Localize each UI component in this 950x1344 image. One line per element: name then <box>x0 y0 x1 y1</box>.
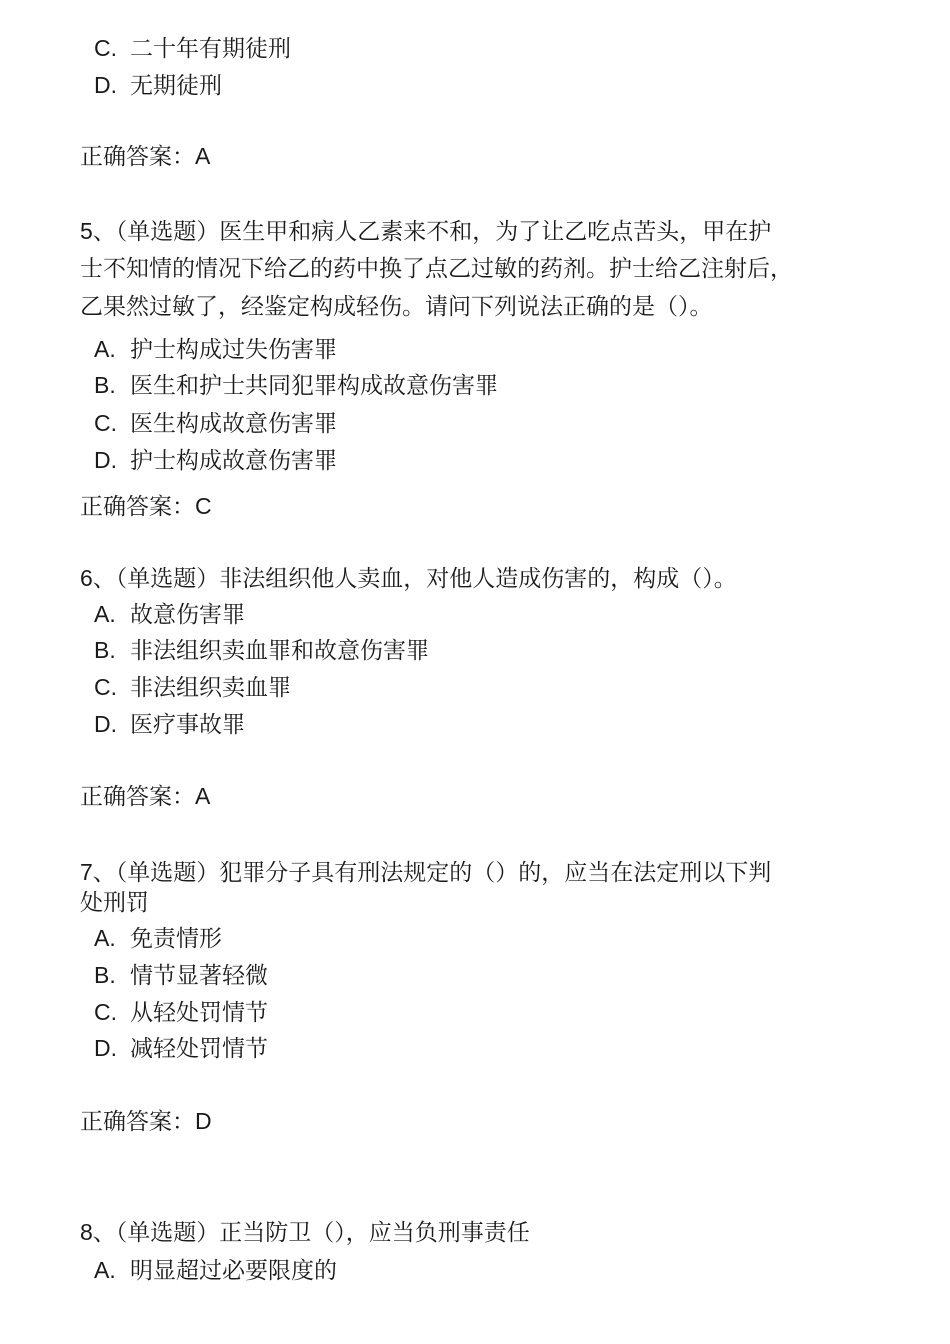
q5-question-line-3: 乙果然过敏了，经鉴定构成轻伤。请问下列说法正确的是（）。 <box>80 294 713 320</box>
q5-question-line-1 <box>80 213 771 250</box>
q4-option-c <box>94 30 291 67</box>
option-text: 非法组织卖血罪和故意伤害罪 <box>130 638 429 664</box>
option-text: 减轻处罚情节 <box>130 1036 268 1062</box>
option-letter: A. <box>94 336 116 362</box>
option-letter: D. <box>94 72 117 98</box>
answer-value: C <box>195 493 212 519</box>
option-letter: C. <box>94 35 117 61</box>
option-text: 无期徒刑 <box>130 73 222 99</box>
option-letter: B. <box>94 637 116 663</box>
q7-answer <box>80 1103 212 1140</box>
option-letter: C. <box>94 999 117 1025</box>
option-text: 护士构成过失伤害罪 <box>130 337 337 363</box>
option-text: 二十年有期徒刑 <box>130 36 291 62</box>
option-text: 从轻处罚情节 <box>130 1000 268 1026</box>
question-text: （单选题）犯罪分子具有刑法规定的（）的，应当在法定刑以下判 <box>115 860 772 886</box>
option-text: 医生和护士共同犯罪构成故意伤害罪 <box>130 373 498 399</box>
option-text: 故意伤害罪 <box>130 602 245 628</box>
option-text: 医生构成故意伤害罪 <box>130 411 337 437</box>
option-letter: A. <box>94 1257 116 1283</box>
question-text: （单选题）正当防卫（），应当负刑事责任 <box>115 1220 530 1246</box>
q7-option-c <box>94 994 268 1031</box>
q5-option-b <box>94 367 498 404</box>
option-letter: D. <box>94 711 117 737</box>
q6-option-d <box>94 706 245 743</box>
answer-label: 正确答案： <box>80 494 195 520</box>
q6-option-a <box>94 596 245 633</box>
q6-option-c <box>94 669 291 706</box>
answer-value: D <box>195 1108 212 1134</box>
q5-option-d <box>94 442 337 479</box>
q8-question-line-1 <box>80 1214 530 1251</box>
option-text: 情节显著轻微 <box>130 963 268 989</box>
option-text: 免责情形 <box>130 926 222 952</box>
q7-option-d <box>94 1030 268 1067</box>
q7-option-b <box>94 957 268 994</box>
q4-option-d <box>94 67 222 104</box>
question-text: （单选题）非法组织他人卖血，对他人造成伤害的，构成（）。 <box>115 566 737 592</box>
answer-label: 正确答案： <box>80 784 195 810</box>
q5-question-line-2: 士不知情的情况下给乙的药中换了点乙过敏的药剂。护士给乙注射后， <box>80 256 793 282</box>
q5-answer <box>80 488 212 525</box>
option-text: 明显超过必要限度的 <box>130 1258 337 1284</box>
option-text: 护士构成故意伤害罪 <box>130 448 337 474</box>
q4-answer <box>80 138 210 175</box>
answer-label: 正确答案： <box>80 1109 195 1135</box>
option-letter: D. <box>94 447 117 473</box>
q6-question-line-1 <box>80 560 737 597</box>
option-letter: A. <box>94 925 116 951</box>
q7-question-line-1 <box>80 854 771 891</box>
option-letter: C. <box>94 674 117 700</box>
option-text: 非法组织卖血罪 <box>130 675 291 701</box>
question-number: 7、 <box>80 859 116 885</box>
q6-answer <box>80 778 210 815</box>
q7-question-line-2: 处刑罚 <box>80 890 149 916</box>
q8-option-a <box>94 1252 337 1289</box>
option-letter: C. <box>94 410 117 436</box>
q7-option-a <box>94 920 222 957</box>
answer-value: A <box>195 783 211 809</box>
option-letter: A. <box>94 601 116 627</box>
question-number: 8、 <box>80 1219 116 1245</box>
answer-value: A <box>195 143 211 169</box>
option-letter: B. <box>94 962 116 988</box>
question-number: 6、 <box>80 565 116 591</box>
q5-option-a <box>94 331 337 368</box>
option-letter: D. <box>94 1035 117 1061</box>
q5-option-c <box>94 405 337 442</box>
answer-label: 正确答案： <box>80 144 195 170</box>
q6-option-b <box>94 632 429 669</box>
question-number: 5、 <box>80 218 116 244</box>
option-text: 医疗事故罪 <box>130 712 245 738</box>
question-text: （单选题）医生甲和病人乙素来不和，为了让乙吃点苦头，甲在护 <box>115 219 772 245</box>
option-letter: B. <box>94 372 116 398</box>
